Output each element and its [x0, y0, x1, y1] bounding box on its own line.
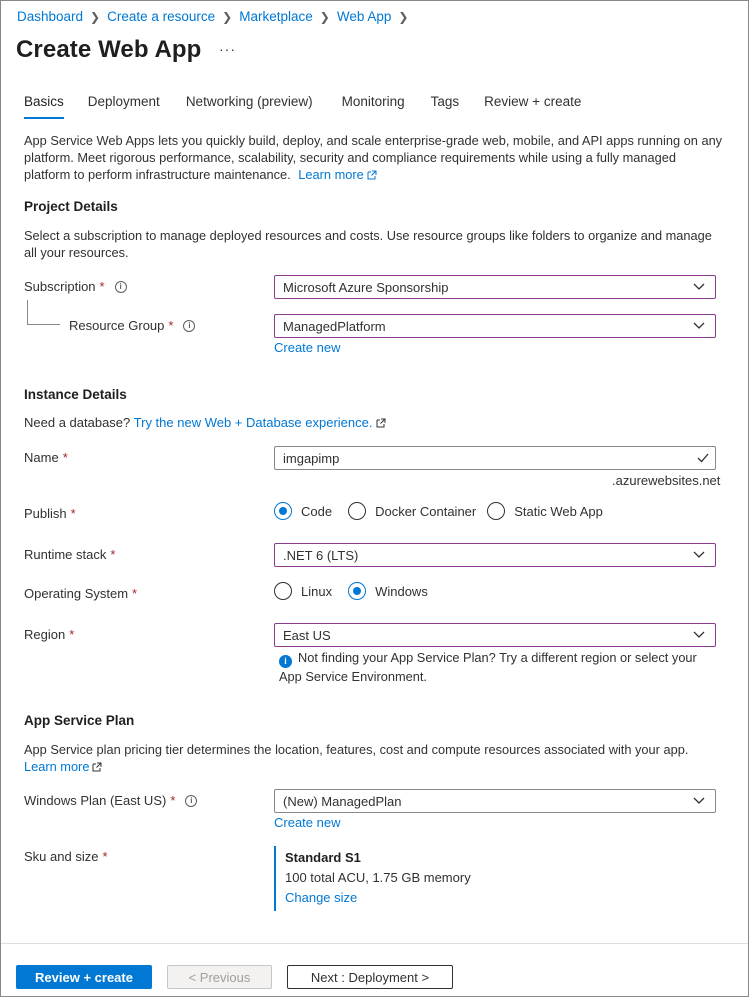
name-label-text: Name	[24, 450, 59, 465]
page-title: Create Web App	[16, 36, 202, 63]
project-description: Select a subscription to manage deployed resources and costs. Use resource groups like folders to organize and manage all your resources.	[24, 228, 712, 260]
os-windows-label: Windows	[375, 583, 428, 599]
region-label-text: Region	[24, 627, 66, 642]
radio-icon	[348, 502, 366, 520]
required-marker: *	[69, 627, 75, 642]
info-filled-icon: i	[279, 655, 292, 668]
plan-learn-more-label: Learn more	[24, 759, 90, 774]
intro-description: App Service Web Apps lets you quickly build, deploy, and scale enterprise-grade web, mobile, and API apps running on any platform. Meet rigorous performance, scalability, security and compliance requirements while using a fully managed platform to perform infrastructure maintenance.	[24, 133, 723, 182]
external-link-icon	[367, 170, 377, 180]
breadcrumb	[17, 9, 415, 24]
chevron-right-icon: ❯	[222, 9, 233, 24]
breadcrumb-marketplace[interactable]: Marketplace	[239, 9, 313, 24]
external-link-icon	[376, 418, 386, 428]
region-value: East US	[283, 627, 331, 643]
name-input[interactable]	[274, 446, 716, 470]
checkmark-icon	[697, 453, 709, 463]
publish-docker-radio[interactable]	[348, 502, 476, 520]
name-domain-suffix: .azurewebsites.net	[612, 473, 721, 488]
radio-icon	[487, 502, 505, 520]
windows-plan-label	[24, 793, 197, 808]
sku-size-label-text: Sku and size	[24, 849, 99, 864]
resource-group-create-new-link[interactable]: Create new	[274, 340, 341, 355]
intro-learn-more-link[interactable]	[298, 167, 376, 182]
runtime-stack-label-text: Runtime stack	[24, 547, 107, 562]
resource-group-label-text: Resource Group	[69, 318, 165, 333]
previous-button[interactable]: < Previous	[167, 965, 272, 989]
sku-summary	[274, 846, 471, 911]
radio-icon	[274, 582, 292, 600]
required-marker: *	[168, 318, 174, 333]
tab-bar	[24, 94, 581, 119]
sku-size-label	[24, 849, 108, 864]
info-icon[interactable]: i	[185, 795, 197, 807]
breadcrumb-dashboard[interactable]: Dashboard	[17, 9, 84, 24]
subscription-dropdown[interactable]	[274, 275, 716, 299]
tree-connector	[27, 300, 60, 325]
publish-code-label: Code	[301, 503, 333, 519]
region-dropdown[interactable]	[274, 623, 716, 647]
publish-code-radio[interactable]	[274, 502, 332, 520]
region-info-text: Not finding your App Service Plan? Try a different region or select your App Service Environment.	[279, 650, 697, 684]
required-marker: *	[70, 506, 76, 521]
runtime-stack-dropdown[interactable]	[274, 543, 716, 567]
required-marker: *	[132, 586, 138, 601]
subscription-value: Microsoft Azure Sponsorship	[283, 279, 449, 295]
radio-selected-icon	[348, 582, 366, 600]
sku-name: Standard S1	[285, 850, 361, 865]
tab-tags[interactable]: Tags	[430, 94, 460, 109]
sku-detail: 100 total ACU, 1.75 GB memory	[285, 870, 471, 885]
subscription-label-text: Subscription	[24, 279, 96, 294]
tab-deployment[interactable]: Deployment	[87, 94, 160, 109]
region-info-message	[274, 649, 714, 685]
os-linux-label: Linux	[301, 583, 333, 599]
windows-plan-dropdown[interactable]	[274, 789, 716, 813]
operating-system-label	[24, 586, 137, 601]
name-label	[24, 450, 68, 465]
required-marker: *	[99, 279, 105, 294]
required-marker: *	[170, 793, 176, 808]
resource-group-value: ManagedPlatform	[283, 318, 386, 334]
project-details-heading: Project Details	[24, 199, 118, 214]
change-size-link[interactable]: Change size	[285, 890, 358, 905]
tab-basics[interactable]: Basics	[24, 94, 64, 119]
chevron-right-icon: ❯	[398, 9, 409, 24]
chevron-right-icon: ❯	[90, 9, 101, 24]
publish-static-label: Static Web App	[514, 503, 603, 519]
os-radio-group	[274, 582, 440, 600]
instance-details-heading: Instance Details	[24, 387, 127, 402]
next-deployment-button[interactable]: Next : Deployment >	[287, 965, 453, 989]
publish-label-text: Publish	[24, 506, 67, 521]
windows-plan-label-text: Windows Plan (East US)	[24, 793, 167, 808]
runtime-stack-label	[24, 547, 115, 562]
web-database-link-label: Try the new Web + Database experience.	[133, 415, 373, 430]
publish-label	[24, 506, 76, 521]
breadcrumb-web-app[interactable]: Web App	[336, 9, 392, 24]
os-linux-radio[interactable]	[274, 582, 332, 600]
info-icon[interactable]: i	[115, 281, 127, 293]
chevron-down-icon	[693, 322, 705, 330]
windows-plan-value: (New) ManagedPlan	[283, 793, 402, 809]
chevron-down-icon	[693, 551, 705, 559]
plan-learn-more-link[interactable]	[24, 759, 102, 774]
external-link-icon	[92, 762, 102, 772]
subscription-label	[24, 279, 127, 294]
plan-create-new-link[interactable]: Create new	[274, 815, 341, 830]
learn-more-label: Learn more	[298, 167, 364, 182]
chevron-down-icon	[693, 797, 705, 805]
operating-system-label-text: Operating System	[24, 586, 129, 601]
publish-static-web-app-radio[interactable]	[487, 502, 603, 520]
web-database-experience-link[interactable]	[134, 415, 387, 430]
chevron-down-icon	[693, 283, 705, 291]
required-marker: *	[110, 547, 116, 562]
breadcrumb-create-resource[interactable]: Create a resource	[107, 9, 216, 24]
name-input-value: imgapimp	[283, 450, 340, 466]
chevron-right-icon: ❯	[319, 9, 330, 24]
tab-review-create[interactable]: Review + create	[484, 94, 582, 109]
region-label	[24, 627, 74, 642]
required-marker: *	[102, 849, 108, 864]
publish-radio-group	[274, 502, 615, 520]
app-service-plan-heading: App Service Plan	[24, 713, 135, 728]
resource-group-dropdown[interactable]	[274, 314, 716, 338]
radio-selected-icon	[274, 502, 292, 520]
tab-monitoring[interactable]: Monitoring	[341, 94, 405, 109]
info-icon[interactable]: i	[183, 320, 195, 332]
database-prompt-text: Need a database?	[24, 415, 131, 430]
intro-text	[24, 132, 724, 183]
plan-description-text: App Service plan pricing tier determines the location, features, cost and compute resources associated with your app.	[24, 742, 689, 757]
review-create-button[interactable]: Review + create	[16, 965, 152, 989]
tab-networking[interactable]: Networking (preview)	[185, 94, 313, 109]
footer-divider	[1, 943, 748, 944]
publish-docker-label: Docker Container	[375, 503, 477, 519]
runtime-stack-value: .NET 6 (LTS)	[283, 547, 359, 563]
more-options-icon[interactable]: ···	[219, 41, 236, 57]
plan-description	[24, 741, 724, 775]
chevron-down-icon	[693, 631, 705, 639]
database-prompt	[24, 415, 386, 430]
required-marker: *	[62, 450, 68, 465]
resource-group-label	[69, 318, 195, 333]
os-windows-radio[interactable]	[348, 582, 428, 600]
